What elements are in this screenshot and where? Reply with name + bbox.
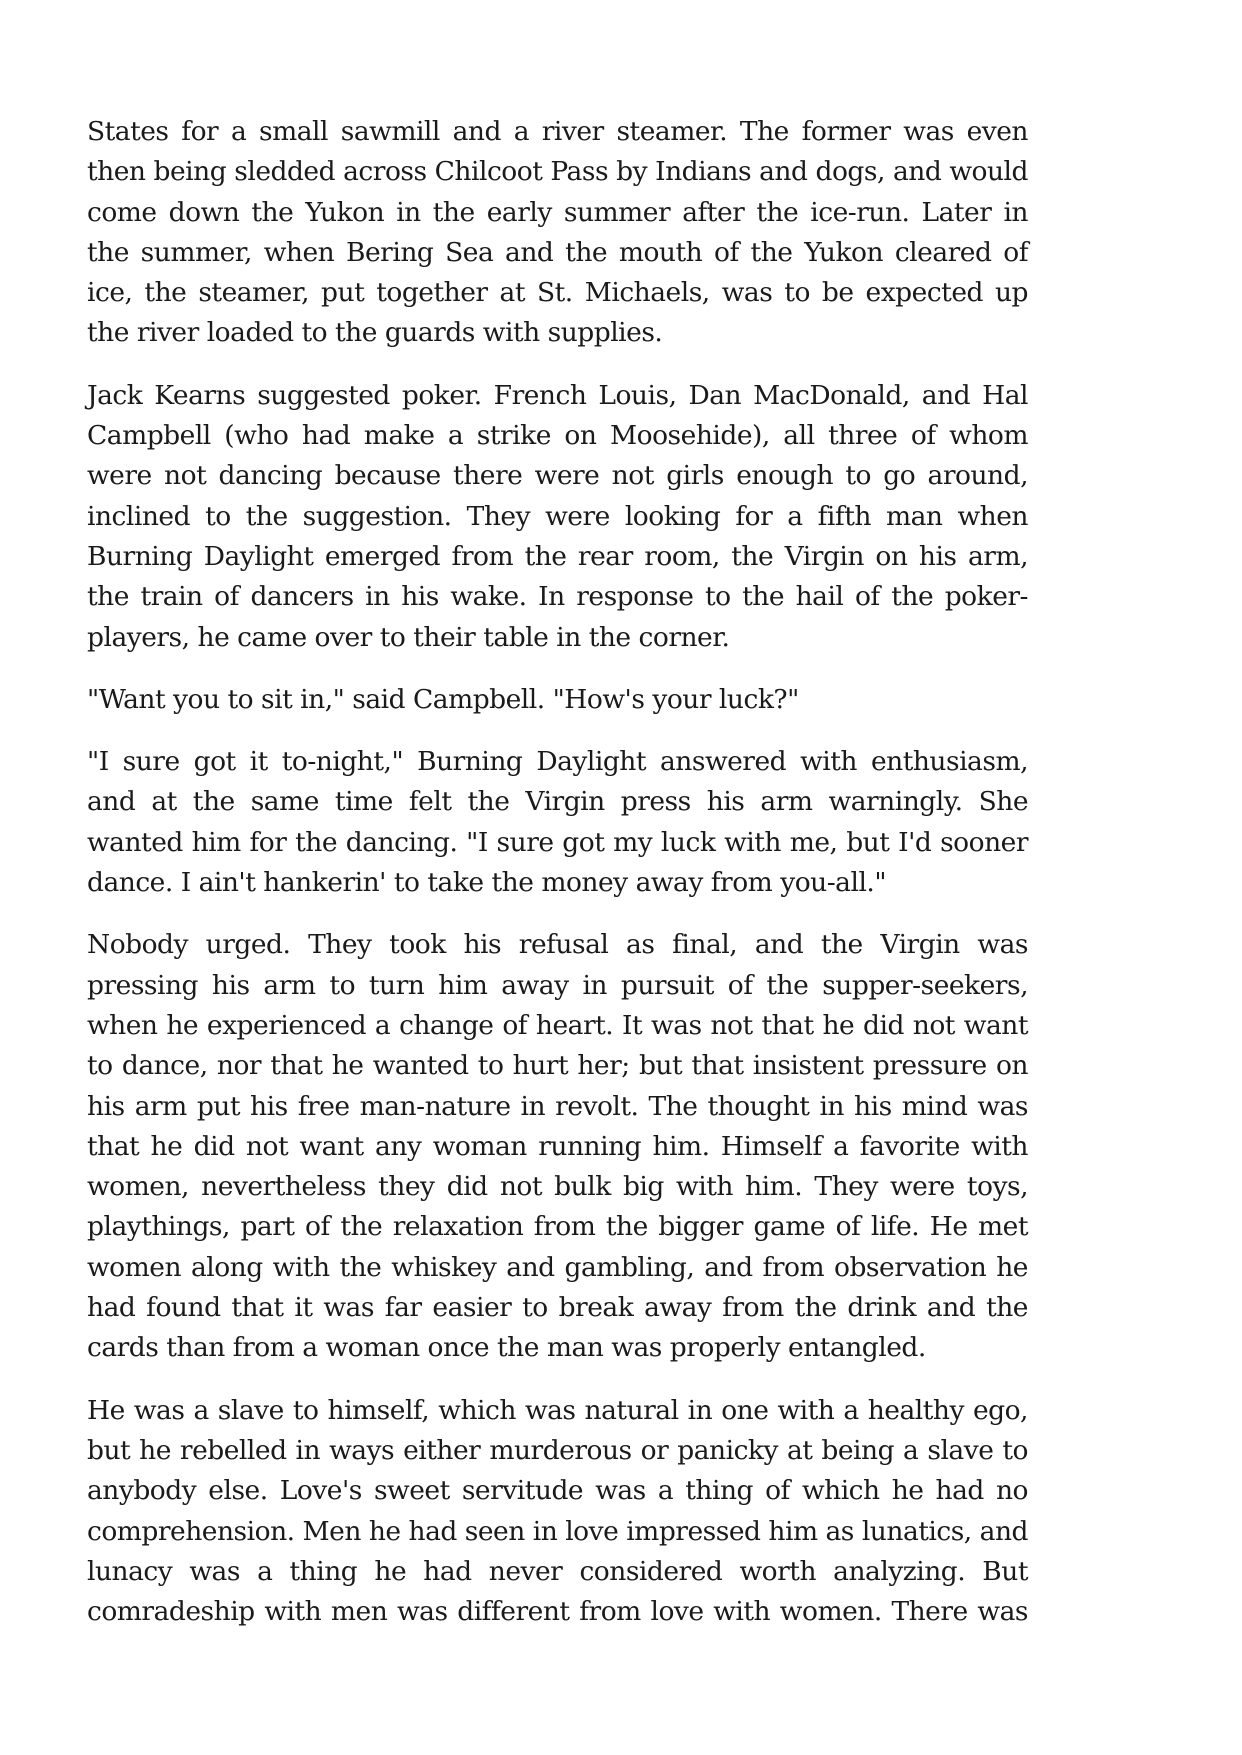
paragraph-3: "Want you to sit in," said Campbell. "How's your luck?" [87, 683, 799, 715]
paragraph-4: "I sure got it to-night," Burning Daylight answered with enthusiasm, and at the same time felt the Virgin press his arm warningly. She wanted him for the dancing. "I sure got my luck with me, but I'd sooner dance. I ain't hankerin' to take the money away from you-all." [87, 746, 1028, 899]
paragraph-1: States for a small sawmill and a river steamer. The former was even then being sledded across Chilcoot Pass by Indians and dogs, and would come down the Yukon in the early summer after the ice-run. Later in the summer, when Bering Sea and the mouth of the Yukon cleared of ice, the steamer, put together at St. Michaels, was to be expected up the river loaded to the guards with supplies. [87, 116, 1028, 349]
paragraph-6: He was a slave to himself, which was natural in one with a healthy ego, but he rebelled in ways either murderous or panicky at being a slave to anybody else. Love's sweet servitude was a thing of which he had no comprehension. Men he had seen in love impressed him as lunatics, and lunacy was a thing he had never considered worth analyzing. But comradeship with men was different from love with women. There was [87, 1394, 1028, 1628]
paragraph-2: Jack Kearns suggested poker. French Louis, Dan MacDonald, and Hal Campbell (who had make a strike on Moosehide), all three of whom were not dancing because there were not girls enough to go around, inclined to the suggestion. They were looking for a fifth man when Burning Daylight emerged from the rear room, the Virgin on his arm, the train of dancers in his wake. In response to the hail of the poker-players, he came over to their table in the corner. [87, 379, 1028, 653]
paragraph-5: Nobody urged. They took his refusal as final, and the Virgin was pressing his arm to turn him away in pursuit of the supper-seekers, when he experienced a change of heart. It was not that he did not want to dance, nor that he wanted to hurt her; but that insistent pressure on his arm put his free man-nature in revolt. The thought in his mind was that he did not want any woman running him. Himself a favorite with women, nevertheless they did not bulk big with him. They were toys, playthings, part of the relaxation from the bigger game of life. He met women along with the whiskey and gambling, and from observation he had found that it was far easier to break away from the drink and the cards than from a woman once the man was properly entangled. [87, 929, 1028, 1364]
book-page [87, 112, 1028, 1654]
